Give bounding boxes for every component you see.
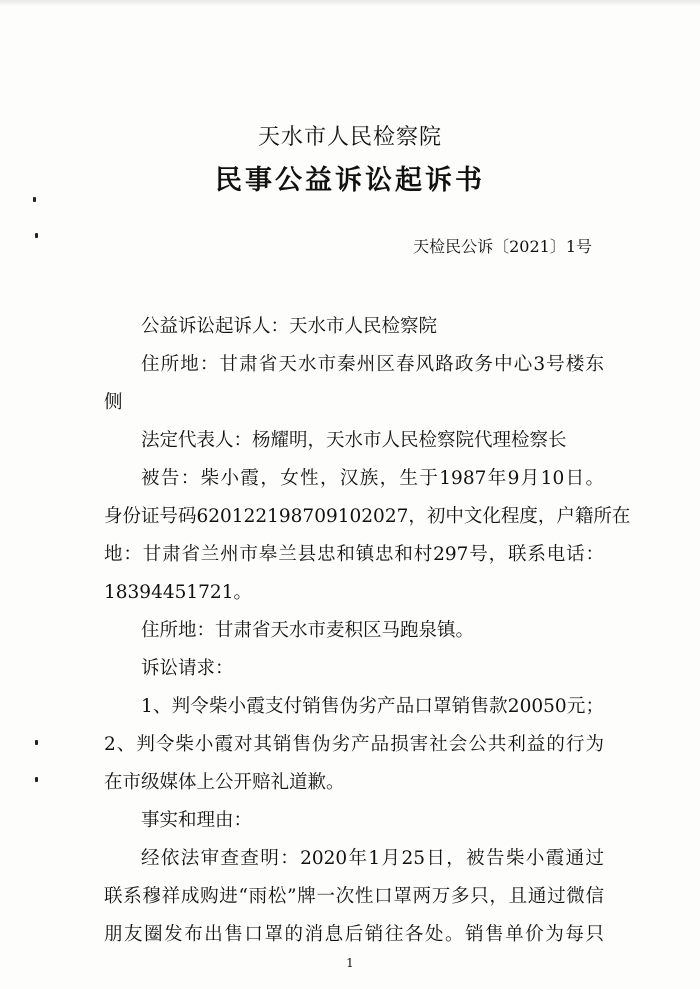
defendant-id-line: 身份证号码620122198709102027，初中文化程度，户籍所在 <box>104 506 631 527</box>
plaintiff-address-line: 住所地：甘肃省天水市秦州区春风路政务中心3号楼东 <box>141 354 604 375</box>
facts-paragraph-line: 朋友圈发布出售口罩的消息后销往各处。销售单价为每只 <box>104 924 604 945</box>
legal-representative-line: 法定代表人：杨耀明，天水市人民检察院代理检察长 <box>141 430 567 451</box>
facts-heading: 事实和理由： <box>141 810 253 831</box>
plaintiff-line: 公益诉讼起诉人：天水市人民检察院 <box>141 316 438 337</box>
organization-heading: 天水市人民检察院 <box>257 125 442 150</box>
scan-speck <box>35 740 38 745</box>
scan-speck <box>35 777 38 782</box>
claim-item-1: 1、判令柴小霞支付销售伪劣产品口罩销售款20050元； <box>141 696 604 717</box>
defendant-domicile-line: 地：甘肃省兰州市皋兰县忠和镇忠和村297号，联系电话： <box>104 544 604 565</box>
defendant-phone-line: 18394451721。 <box>104 582 252 603</box>
claim-item-2-continued: 在市级媒体上公开赔礼道歉。 <box>104 772 345 793</box>
facts-paragraph-line: 联系穆祥成购进“雨松”牌一次性口罩两万多只，且通过微信 <box>104 886 604 907</box>
scan-edge-shadow <box>0 0 700 6</box>
page-number: 1 <box>346 956 354 970</box>
scan-speck <box>33 197 36 202</box>
defendant-residence-line: 住所地：甘肃省天水市麦积区马跑泉镇。 <box>141 620 475 641</box>
claim-item-2: 2、判令柴小霞对其销售伪劣产品损害社会公共利益的行为 <box>104 734 604 755</box>
plaintiff-address-continued: 侧 <box>104 392 123 413</box>
document-title: 民事公益诉讼起诉书 <box>215 165 485 196</box>
scan-speck <box>35 233 38 238</box>
document-number: 天检民公诉〔2021〕1号 <box>413 237 592 256</box>
facts-paragraph-line: 经依法审查查明：2020年1月25日，被告柴小霞通过 <box>141 848 604 869</box>
defendant-line: 被告：柴小霞，女性，汉族，生于1987年9月10日。 <box>141 468 604 489</box>
claims-heading: 诉讼请求： <box>141 658 234 679</box>
